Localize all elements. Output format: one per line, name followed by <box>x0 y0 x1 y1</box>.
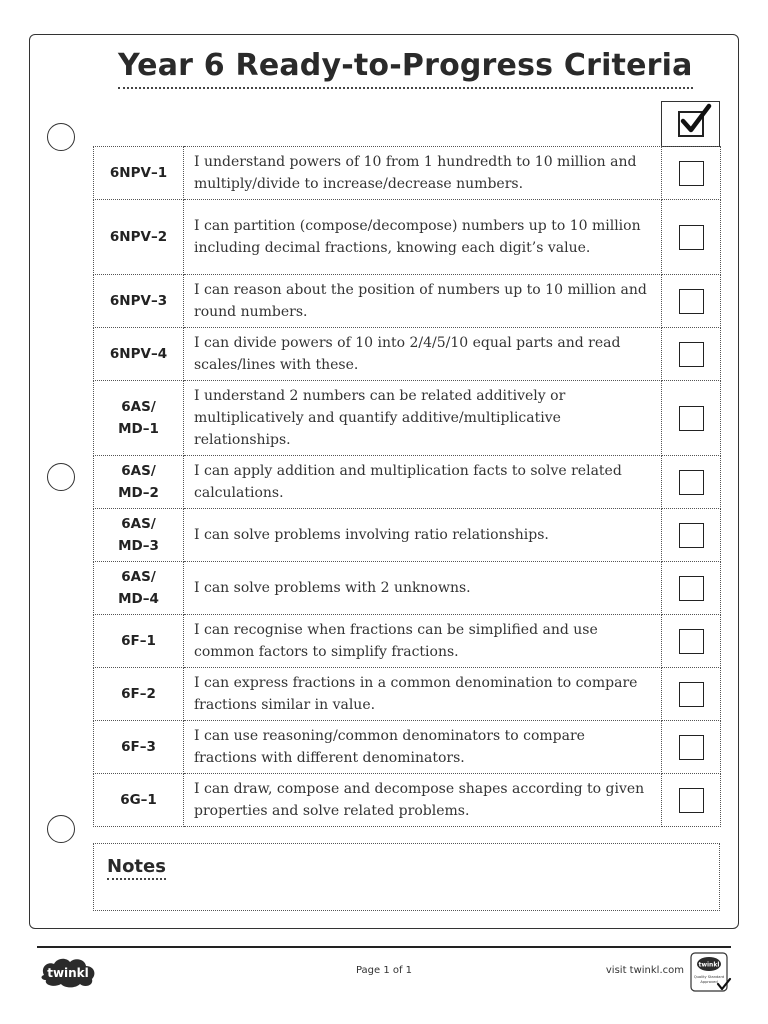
criterion-checkbox[interactable] <box>679 682 704 707</box>
criterion-code: 6F–1 <box>94 615 184 668</box>
quality-badge-icon <box>690 952 732 994</box>
criteria-row <box>94 328 721 381</box>
criterion-description: I can draw, compose and decompose shapes according to given properties and solve related problems. <box>184 774 662 827</box>
criterion-description: I can divide powers of 10 into 2/4/5/10 equal parts and read scales/lines with these. <box>184 328 662 381</box>
checkbox-cell <box>662 562 721 615</box>
binder-hole-middle <box>47 463 75 491</box>
criterion-checkbox[interactable] <box>679 788 704 813</box>
checkbox-cell <box>662 509 721 562</box>
checkbox-cell <box>662 381 721 456</box>
logo-text: twinkl <box>47 966 89 980</box>
criterion-description: I can reason about the position of numbers up to 10 million and round numbers. <box>184 275 662 328</box>
checkbox-cell <box>662 721 721 774</box>
criterion-checkbox[interactable] <box>679 735 704 760</box>
criterion-description: I can use reasoning/common denominators to compare fractions with different denominators. <box>184 721 662 774</box>
checkbox-cell <box>662 200 721 275</box>
checkbox-cell <box>662 668 721 721</box>
criterion-description: I can partition (compose/decompose) numbers up to 10 million including decimal fractions, knowing each digit’s value. <box>184 200 662 275</box>
criterion-code: 6AS/ MD–4 <box>94 562 184 615</box>
criterion-code: 6F–2 <box>94 668 184 721</box>
criteria-table <box>93 146 721 827</box>
checkbox-cell <box>662 328 721 381</box>
criterion-description: I can solve problems involving ratio relationships. <box>184 509 662 562</box>
criteria-row <box>94 381 721 456</box>
criterion-checkbox[interactable] <box>679 289 704 314</box>
page-number: Page 1 of 1 <box>355 965 413 976</box>
criterion-description: I can express fractions in a common denomination to compare fractions similar in value. <box>184 668 662 721</box>
criterion-code: 6AS/ MD–3 <box>94 509 184 562</box>
badge-line2: Approved <box>700 980 718 984</box>
checked-box-icon <box>678 111 704 137</box>
criterion-description: I can apply addition and multiplication facts to solve related calculations. <box>184 456 662 509</box>
criteria-row <box>94 668 721 721</box>
criterion-code: 6NPV–2 <box>94 200 184 275</box>
binder-hole-top <box>47 123 75 151</box>
criteria-row <box>94 147 721 200</box>
criterion-checkbox[interactable] <box>679 576 704 601</box>
criterion-checkbox[interactable] <box>679 225 704 250</box>
criterion-checkbox[interactable] <box>679 161 704 186</box>
checkbox-cell <box>662 456 721 509</box>
criterion-description: I understand powers of 10 from 1 hundredth to 10 million and multiply/divide to increase/decrease numbers. <box>184 147 662 200</box>
criteria-row <box>94 721 721 774</box>
criterion-code: 6NPV–4 <box>94 328 184 381</box>
checkbox-cell <box>662 615 721 668</box>
binder-hole-bottom <box>47 815 75 843</box>
criteria-row <box>94 200 721 275</box>
checkbox-cell <box>662 147 721 200</box>
criterion-checkbox[interactable] <box>679 342 704 367</box>
twinkl-logo <box>38 955 98 989</box>
criterion-code: 6F–3 <box>94 721 184 774</box>
page-title: Year 6 Ready-to-Progress Criteria <box>118 48 693 89</box>
criterion-checkbox[interactable] <box>679 470 704 495</box>
criteria-row <box>94 275 721 328</box>
criteria-row <box>94 562 721 615</box>
criteria-row <box>94 774 721 827</box>
criterion-checkbox[interactable] <box>679 406 704 431</box>
notes-label: Notes <box>107 856 166 880</box>
criteria-row <box>94 615 721 668</box>
criterion-checkbox[interactable] <box>679 629 704 654</box>
criterion-code: 6NPV–3 <box>94 275 184 328</box>
criterion-description: I understand 2 numbers can be related additively or multiplicatively and quantify additive/multiplicative relationships. <box>184 381 662 456</box>
criterion-code: 6G–1 <box>94 774 184 827</box>
criteria-row <box>94 509 721 562</box>
criterion-checkbox[interactable] <box>679 523 704 548</box>
criterion-code: 6AS/ MD–1 <box>94 381 184 456</box>
badge-brand: twinkl <box>698 961 720 969</box>
criterion-description: I can recognise when fractions can be simplified and use common factors to simplify fractions. <box>184 615 662 668</box>
notes-box[interactable] <box>93 843 720 911</box>
checkbox-cell <box>662 275 721 328</box>
checkbox-cell <box>662 774 721 827</box>
criterion-code: 6NPV–1 <box>94 147 184 200</box>
criteria-row <box>94 456 721 509</box>
visit-link[interactable]: visit twinkl.com <box>605 965 684 976</box>
criterion-description: I can solve problems with 2 unknowns. <box>184 562 662 615</box>
footer-divider <box>37 946 731 948</box>
header-check-cell <box>661 101 720 147</box>
badge-line1: Quality Standard <box>693 975 725 979</box>
criterion-code: 6AS/ MD–2 <box>94 456 184 509</box>
